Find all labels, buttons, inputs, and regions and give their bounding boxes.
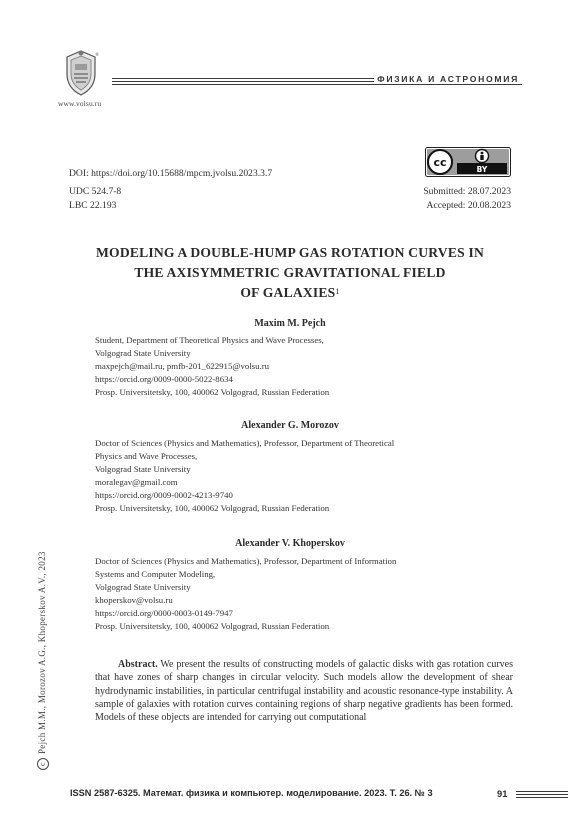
footer-rule-2 bbox=[516, 794, 568, 795]
author-affiliation bbox=[95, 334, 515, 399]
lbc-code: LBC 22.193 bbox=[69, 200, 117, 211]
author-email[interactable]: khoperskov@volsu.ru bbox=[95, 595, 173, 605]
affiliation-line: Systems and Computer Modeling, bbox=[95, 569, 216, 579]
author-email[interactable]: maxpejch@mail.ru, pmfb-201_622915@volsu.ru bbox=[95, 361, 270, 371]
copyright-icon: c bbox=[37, 758, 49, 770]
abstract-paragraph bbox=[95, 658, 513, 724]
title-line-2: THE AXISYMMETRIC GRAVITATIONAL FIELD bbox=[134, 265, 446, 280]
copyright-text: Pejch M.M., Morozov A.G., Khoperskov A.V., 2023 bbox=[37, 551, 47, 754]
accepted-date: Accepted: 20.08.2023 bbox=[426, 200, 511, 211]
author-affiliation bbox=[95, 437, 515, 515]
cc-text: cc bbox=[433, 156, 447, 169]
cc-by-license-icon[interactable] bbox=[425, 147, 511, 177]
affiliation-line: Doctor of Sciences (Physics and Mathematics), Professor, Department of Theoretical bbox=[95, 438, 395, 448]
author-name: Alexander G. Morozov bbox=[241, 420, 339, 431]
article-title bbox=[40, 243, 540, 303]
author-orcid[interactable]: https://orcid.org/0009-0000-5022-8634 bbox=[95, 374, 233, 384]
header-rule-3 bbox=[112, 84, 522, 85]
university-crest-logo bbox=[62, 48, 100, 98]
title-line-3 bbox=[40, 283, 540, 303]
site-url[interactable]: www.volsu.ru bbox=[58, 99, 102, 108]
affiliation-line: Doctor of Sciences (Physics and Mathematics), Professor, Department of Information bbox=[95, 556, 397, 566]
page-number: 91 bbox=[497, 788, 508, 799]
affiliation-line: Volgograd State University bbox=[95, 582, 191, 592]
by-text: BY bbox=[476, 165, 488, 174]
author-name: Maxim M. Pejch bbox=[254, 318, 326, 329]
author-email[interactable]: moralegav@gmail.com bbox=[95, 477, 178, 487]
affiliation-address: Prosp. Universitetsky, 100, 400062 Volgograd, Russian Federation bbox=[95, 503, 330, 513]
title-line-1: MODELING A DOUBLE-HUMP GAS ROTATION CURVES IN bbox=[96, 245, 484, 260]
submitted-date: Submitted: 28.07.2023 bbox=[423, 186, 511, 197]
affiliation-line: Physics and Wave Processes, bbox=[95, 451, 198, 461]
doi-link[interactable]: DOI: https://doi.org/10.15688/mpcm.jvolsu.2023.3.7 bbox=[69, 168, 273, 179]
author-affiliation bbox=[95, 555, 515, 633]
affiliation-line: Student, Department of Theoretical Physics and Wave Processes, bbox=[95, 335, 324, 345]
udc-code: UDC 524.7-8 bbox=[69, 186, 122, 197]
footer-journal-info: ISSN 2587-6325. Математ. физика и компьютер. моделирование. 2023. Т. 26. № 3 bbox=[70, 788, 433, 798]
svg-text:®: ® bbox=[95, 52, 99, 57]
side-copyright bbox=[37, 551, 49, 770]
title-line-3-text: OF GALAXIES bbox=[240, 285, 336, 300]
affiliation-address: Prosp. Universitetsky, 100, 400062 Volgograd, Russian Federation bbox=[95, 621, 330, 631]
author-orcid[interactable]: https://orcid.org/0000-0003-0149-7947 bbox=[95, 608, 233, 618]
footer-rule-1 bbox=[516, 791, 568, 792]
abstract-label: Abstract. bbox=[118, 659, 158, 670]
footer-rule-3 bbox=[516, 797, 568, 798]
author-orcid[interactable]: https://orcid.org/0009-0002-4213-9740 bbox=[95, 490, 233, 500]
abstract-text: We present the results of constructing models of galactic disks with gas rotation curves that have zones of sharp changes in circular velocity. Such models allow the development of shear hydrodynamic instabilities, in particular centrifugal instability and acoustic resonance-type instability. A sample of galaxies with rotation curves containing regions of sharp negative gradients has been formed. Models of these objects are intended for carrying out computational bbox=[95, 659, 513, 724]
section-title: ФИЗИКА И АСТРОНОМИЯ bbox=[374, 74, 522, 84]
affiliation-line: Volgograd State University bbox=[95, 348, 191, 358]
affiliation-address: Prosp. Universitetsky, 100, 400062 Volgograd, Russian Federation bbox=[95, 387, 330, 397]
title-footnote-marker[interactable]: 1 bbox=[335, 287, 340, 296]
author-name: Alexander V. Khoperskov bbox=[235, 538, 345, 549]
affiliation-line: Volgograd State University bbox=[95, 464, 191, 474]
